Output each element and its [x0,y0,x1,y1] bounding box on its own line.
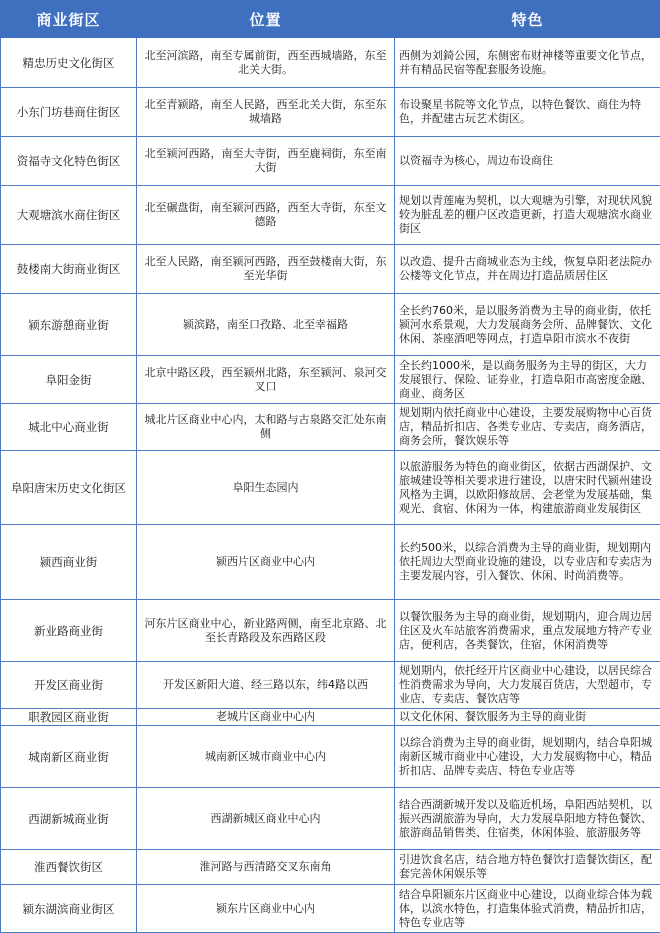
table-row [1,186,660,245]
district-feature: 全长约760米，是以服务消费为主导的商业街，依托颍河水系景观，大力发展商务会所、品牌餐饮、文化休闲、茶座酒吧等网点，打造阜阳市滨水不夜街 [395,294,660,356]
header-feature: 特色 [395,1,660,38]
district-feature: 以资福寺为核心，周边布设商住 [395,137,660,186]
table-row [1,525,660,600]
district-name: 西湖新城商业街 [1,788,137,850]
district-location: 北至碾盘街，南至颍河西路，西至大寺街，东至文德路 [137,186,395,245]
district-location: 颍西片区商业中心内 [137,525,395,600]
table-row [1,726,660,788]
table-row [1,885,660,933]
district-location: 北至河滨路，南至专属前街，西至西城墙路，东至北关大街。 [137,38,395,88]
district-name: 阜阳金街 [1,356,137,404]
district-feature: 以改造、提升古商城业态为主线，恢复阜阳老法院办公楼等文化节点，并在周边打造品质居住区 [395,245,660,294]
district-location: 北至青颍路，南至人民路，西至北关大街，东至东城墙路 [137,88,395,137]
district-location: 城北片区商业中心内，太和路与古泉路交汇处东南侧 [137,404,395,451]
district-location: 阜阳生态园内 [137,451,395,525]
table-row [1,294,660,356]
district-name: 大观塘滨水商住街区 [1,186,137,245]
table-row [1,850,660,885]
table-row [1,356,660,404]
district-name: 颍西商业街 [1,525,137,600]
district-feature: 以旅游服务为特色的商业街区，依据古西湖保护、文旅城建设等相关要求进行建设，以唐宋时代颍州建设风格为主调，以欧阳修故居、会老堂为发展基础，集观光、食宿、休闲为一体，构建旅游商业发展街区 [395,451,660,525]
table-row [1,600,660,662]
district-location: 西湖新城区商业中心内 [137,788,395,850]
district-feature: 以综合消费为主导的商业街，规划期内，结合阜阳城南新区城市商业中心建设，大力发展购物中心，精品折扣店、品牌专卖店、特色专业店等 [395,726,660,788]
district-feature: 规划以青莲庵为契机，以大观塘为引擎，对现状风貌较为脏乱差的棚户区改造更新，打造大观塘滨水商业街区 [395,186,660,245]
district-feature: 西侧为刘錡公园，东侧密布财神楼等重要文化节点，并有精品民宿等配套服务设施。 [395,38,660,88]
table-row [1,788,660,850]
district-name: 阜阳唐宋历史文化街区 [1,451,137,525]
district-name: 城南新区商业街 [1,726,137,788]
district-feature: 布设聚星书院等文化节点，以特色餐饮、商住为特色，并配建古玩艺术街区。 [395,88,660,137]
district-name: 城北中心商业街 [1,404,137,451]
district-name: 资福寺文化特色街区 [1,137,137,186]
district-feature: 引进饮食名店，结合地方特色餐饮打造餐饮街区，配套完善休闲娱乐等 [395,850,660,885]
table-row [1,662,660,709]
district-feature: 长约500米，以综合消费为主导的商业街，规划期内依托周边大型商业设施的建设，以专业店和专卖店为主要发展内容，引入餐饮、休闲、时尚消费等。 [395,525,660,600]
table-row [1,137,660,186]
district-name: 精忠历史文化街区 [1,38,137,88]
district-feature: 规划期内依托商业中心建设，主要发展购物中心百货店，精品折扣店、各类专业店、专卖店，商务酒店，商务会所，餐饮娱乐等 [395,404,660,451]
district-feature: 以餐饮服务为主导的商业街，规划期内，迎合周边居住区及火车站旅客消费需求，重点发展地方特产专业店，便利店，各类餐饮，住宿，休闲消费等 [395,600,660,662]
district-name: 颍东湖滨商业街区 [1,885,137,933]
district-feature: 结合阜阳颍东片区商业中心建设，以商业综合体为载体，以滨水特色，打造集体验式消费，精品折扣店，特色专业店等 [395,885,660,933]
table-row [1,38,660,88]
table-row [1,245,660,294]
table-row [1,88,660,137]
district-location: 淮河路与西清路交叉东南角 [137,850,395,885]
district-name: 新业路商业街 [1,600,137,662]
district-location: 颍滨路，南至口孜路、北至幸福路 [137,294,395,356]
table-row [1,404,660,451]
district-name: 鼓楼南大街商业街区 [1,245,137,294]
district-location: 河东片区商业中心，新业路两侧，南至北京路、北至长青路段及东西路区段 [137,600,395,662]
district-feature: 以文化休闲、餐饮服务为主导的商业街 [395,709,660,726]
table-row [1,709,660,726]
district-location: 北京中路区段，西至颍州北路，东至颍河、泉河交叉口 [137,356,395,404]
header-location: 位置 [137,1,395,38]
header-district: 商业街区 [1,1,137,38]
district-name: 职教园区商业街 [1,709,137,726]
district-location: 北至人民路，南至颍河西路，西至鼓楼南大街，东至光华街 [137,245,395,294]
district-name: 小东门坊巷商住街区 [1,88,137,137]
district-feature: 结合西湖新城开发以及临近机场，阜阳西站契机，以振兴西湖旅游为导向，大力发展阜阳地方特色餐饮、旅游商品销售类、住宿类，休闲体验、旅游服务等 [395,788,660,850]
header-row [1,1,660,38]
district-feature: 全长约1000米，是以商务服务为主导的街区，大力发展银行、保险、证券业，打造阜阳市高密度金融、商业、商务区 [395,356,660,404]
district-name: 开发区商业街 [1,662,137,709]
table-row [1,451,660,525]
district-location: 颍东片区商业中心内 [137,885,395,933]
district-name: 淮西餐饮街区 [1,850,137,885]
district-feature: 规划期内，依托经开片区商业中心建设，以居民综合性消费需求为导向，大力发展百货店，大型超市，专业店、专卖店、餐饮店等 [395,662,660,709]
district-location: 北至颍河西路，南至大寺街，西至鹿祠街，东至南大街 [137,137,395,186]
district-location: 城南新区城市商业中心内 [137,726,395,788]
district-location: 老城片区商业中心内 [137,709,395,726]
district-location: 开发区新阳大道、经三路以东，纬4路以西 [137,662,395,709]
district-name: 颍东游憩商业街 [1,294,137,356]
